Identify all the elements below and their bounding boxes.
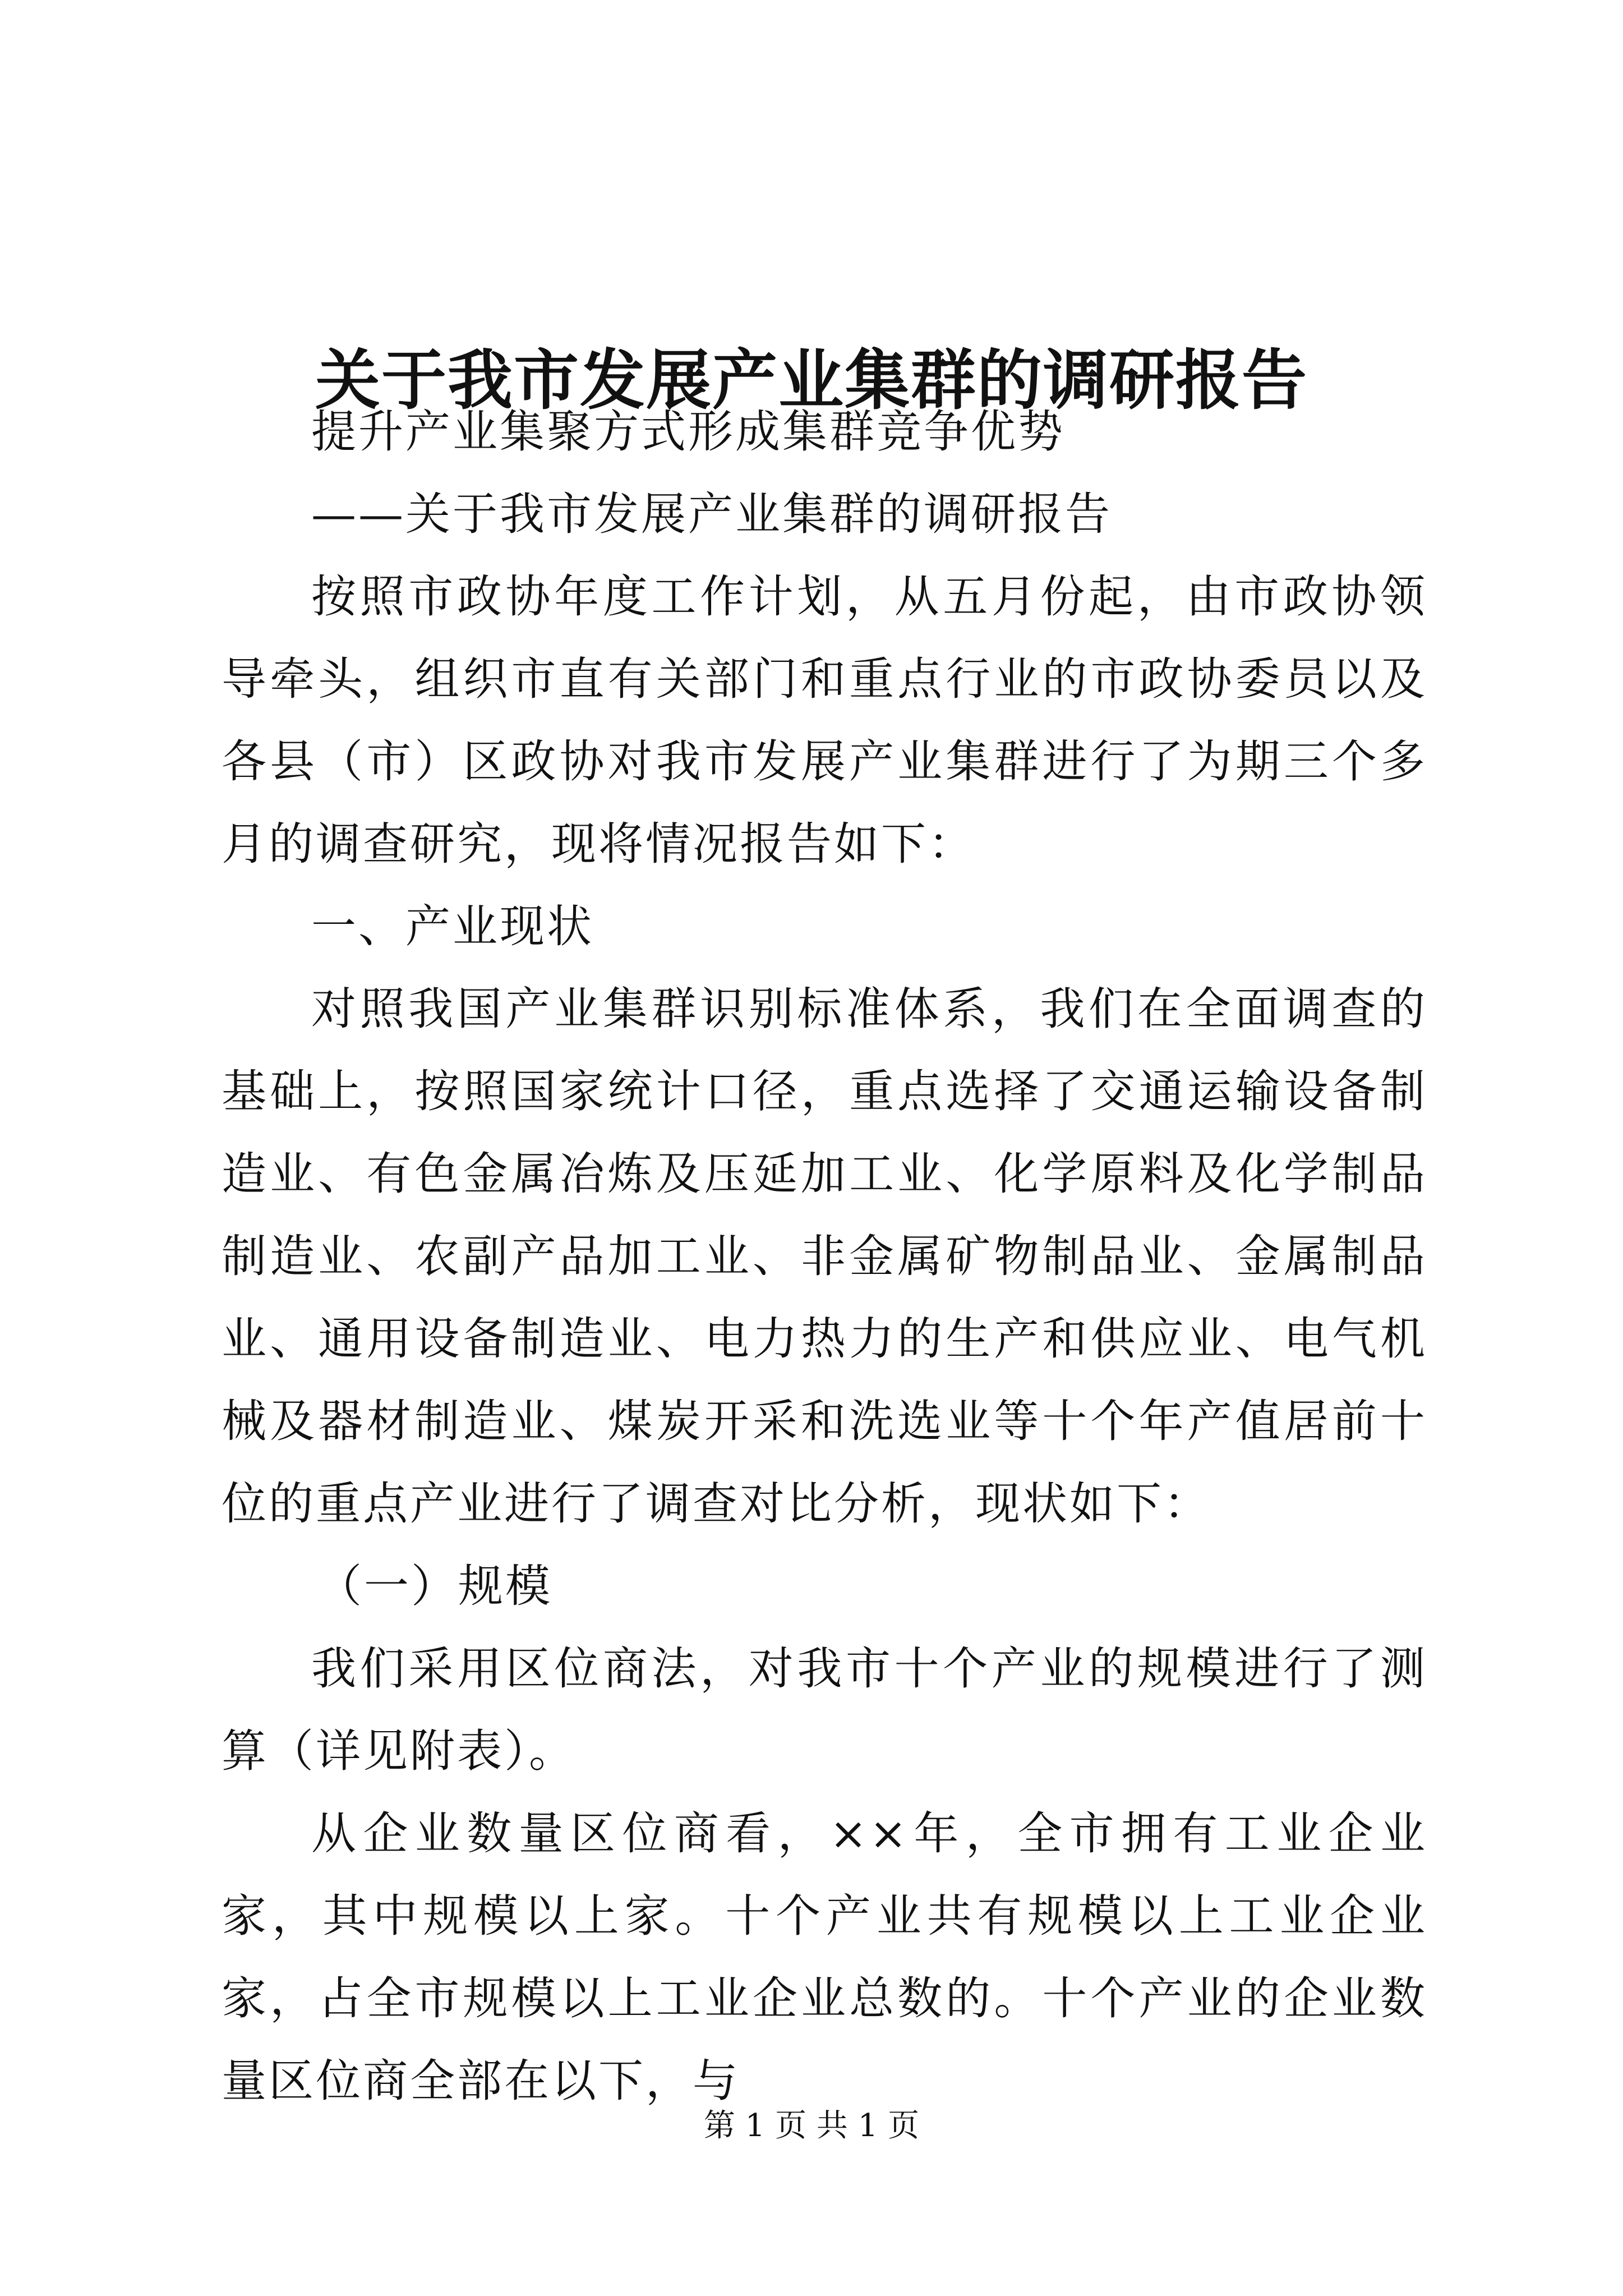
section-heading-1: 一、产业现状 bbox=[311, 900, 594, 953]
subtitle-paragraph: 提升产业集聚方式形成集群竞争优势 bbox=[311, 406, 1065, 458]
document-title: 关于我市发展产业集群的调研报告 bbox=[315, 342, 1308, 418]
status-paragraph: 对照我国产业集群识别标准体系，我们在全面调查的基础上，按照国家统计口径，重点选择了交通运输设备制造业、有色金属冶炼及压延加工业、化学原料及化学制品制造业、农副产品加工业、非金属矿物制品业、金属制品业、通用设备制造业、电力热力的生产和供应业、电气机械及器材制造业、煤炭开采和洗选业等十个年产值居前十位的重点产业进行了调查对比分析，现状如下： bbox=[222, 983, 1427, 1530]
subsection-heading-scale: （一）规模 bbox=[317, 1560, 552, 1612]
document-body bbox=[222, 390, 1427, 2122]
method-paragraph: 我们采用区位商法，对我市十个产业的规模进行了测算（详见附表）。 bbox=[222, 1642, 1427, 1777]
quantity-paragraph: 从企业数量区位商看，××年，全市拥有工业企业家，其中规模以上家。十个产业共有规模以上工业企业家，占全市规模以上工业企业总数的。十个产业的企业数量区位商全部在以下，与 bbox=[222, 1807, 1427, 2107]
page-footer: 第 1 页 共 1 页 bbox=[703, 2108, 920, 2144]
subtitle-dash-paragraph: ——关于我市发展产业集群的调研报告 bbox=[311, 488, 1112, 540]
intro-paragraph: 按照市政协年度工作计划，从五月份起，由市政协领导牵头，组织市直有关部门和重点行业的市政协委员以及各县（市）区政协对我市发展产业集群进行了为期三个多月的调查研究，现将情况报告如下： bbox=[222, 570, 1427, 870]
